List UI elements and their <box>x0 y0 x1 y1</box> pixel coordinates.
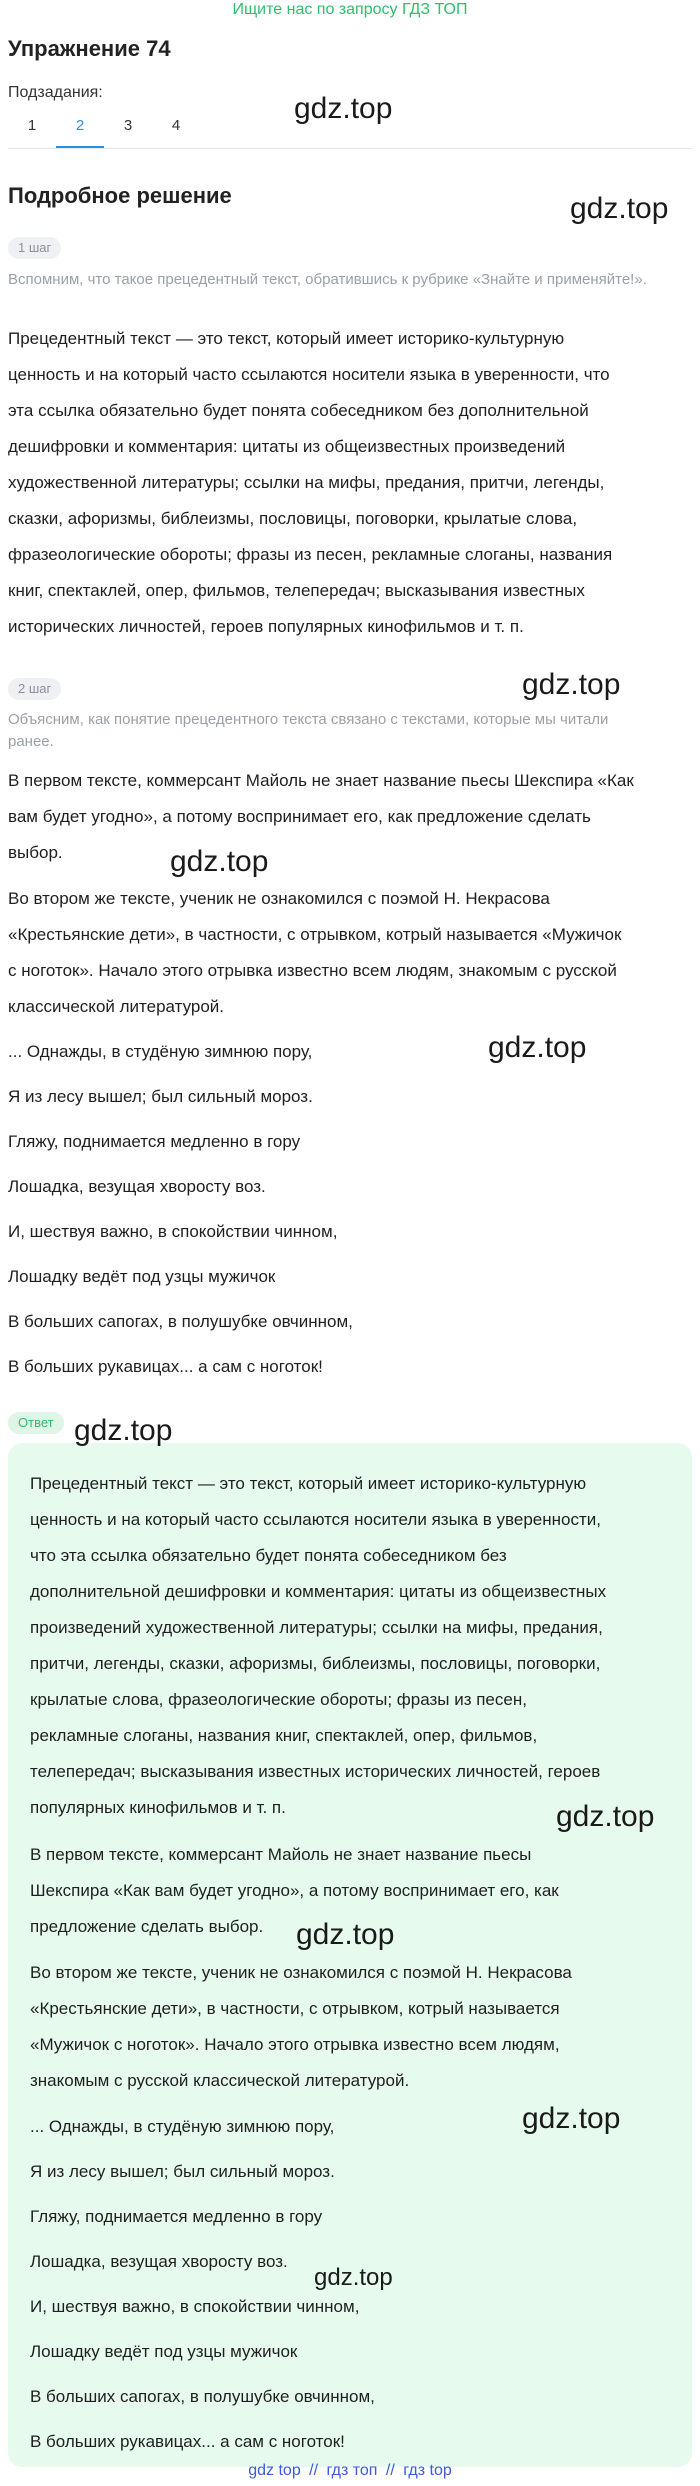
answer-line: произведений художественной литературы; ссылки на мифы, предания, <box>30 1618 603 1637</box>
text-line: исторических личностей, героев популярных кинофильмов и т. п. <box>8 617 524 636</box>
answer-line: Прецедентный текст — это текст, который имеет историко-культурную <box>30 1474 587 1493</box>
answer-poem-line: Гляжу, поднимается медленно в гору <box>30 2207 323 2226</box>
answer-line: дополнительной дешифровки и комментария: цитаты из общеизвестных <box>30 1582 607 1601</box>
watermark: gdz.top <box>570 192 669 225</box>
section-title: Подробное решение <box>8 183 232 208</box>
watermark: gdz.top <box>296 1918 395 1951</box>
text-line: выбор. <box>8 843 63 862</box>
poem-line: В больших сапогах, в полушубке овчинном, <box>8 1312 353 1331</box>
subtask-tabs <box>8 112 200 148</box>
footer-separator: // <box>309 2462 319 2479</box>
text-line: с ноготок». Начало этого отрывка известно всем людям, знакомым с русской <box>8 961 617 980</box>
answer-line: В первом тексте, коммерсант Майоль не знает название пьесы <box>30 1845 532 1864</box>
answer-poem-line: В больших сапогах, в полушубке овчинном, <box>30 2387 375 2406</box>
answer-line: популярных кинофильмов и т. п. <box>30 1798 286 1817</box>
watermark: gdz.top <box>294 92 393 125</box>
answer-line: крылатые слова, фразеологические обороты; фразы из песен, <box>30 1690 527 1709</box>
answer-badge: Ответ <box>8 1412 64 1434</box>
text-line: фразеологические обороты; фразы из песен, рекламные слоганы, названия <box>8 545 613 564</box>
poem-line: И, шествуя важно, в спокойствии чинном, <box>8 1222 338 1241</box>
tab-4[interactable]: 4 <box>171 117 181 134</box>
text-line: В первом тексте, коммерсант Майоль не знает название пьесы Шекспира «Как <box>8 771 634 790</box>
watermark: gdz.top <box>170 845 269 878</box>
search-banner: Ищите нас по запросу ГДЗ ТОП <box>232 1 468 18</box>
watermark: gdz.top <box>74 1414 173 1447</box>
watermark: gdz.top <box>556 1800 655 1833</box>
answer-poem-line: И, шествуя важно, в спокойствии чинном, <box>30 2297 360 2316</box>
answer-line: что эта ссылка обязательно будет понята собеседником без <box>30 1546 507 1565</box>
footer-separator: // <box>385 2462 395 2479</box>
answer-line: предложение сделать выбор. <box>30 1917 264 1936</box>
text-line: ценность и на который часто ссылаются носители языка в уверенности, что <box>8 365 610 384</box>
step-badge-2: 2 шаг <box>8 678 61 700</box>
poem-line: В больших рукавицах... а сам с ноготок! <box>8 1357 323 1376</box>
text-line: художественной литературы; ссылки на мифы, предания, притчи, легенды, <box>8 473 605 492</box>
answer-line: ценность и на который часто ссылаются носители языка в уверенности, <box>30 1510 601 1529</box>
answer-line: Во втором же тексте, ученик не ознакомился с поэмой Н. Некрасова <box>30 1963 572 1982</box>
poem-line: Лошадку ведёт под узцы мужичок <box>8 1267 276 1286</box>
text-line: Во втором же тексте, ученик не ознакомился с поэмой Н. Некрасова <box>8 889 550 908</box>
step-badge-1: 1 шаг <box>8 237 61 259</box>
text-line: сказки, афоризмы, библеизмы, пословицы, поговорки, крылатые слова, <box>8 509 578 528</box>
watermark: gdz.top <box>522 2102 621 2135</box>
poem-line: Гляжу, поднимается медленно в гору <box>8 1132 301 1151</box>
answer-line: Шекспира «Как вам будет угодно», а потому воспринимает его, как <box>30 1881 559 1900</box>
text-line: «Крестьянские дети», в частности, с отрывком, котрый называется «Мужичок <box>8 925 622 944</box>
text-line: эта ссылка обязательно будет понята собеседником без дополнительной <box>8 401 589 420</box>
answer-line: рекламные слоганы, названия книг, спектаклей, опер, фильмов, <box>30 1726 538 1745</box>
step-hint-2: Объясним, как понятие прецедентного текста связано с текстами, которые мы читали <box>8 711 609 728</box>
text-line: Прецедентный текст — это текст, который имеет историко-культурную <box>8 329 565 348</box>
answer-line: телепередач; высказывания известных исторических личностей, героев <box>30 1762 601 1781</box>
answer-poem-line: Лошадка, везущая хворосту воз. <box>30 2252 288 2271</box>
answer-poem-line: Лошадку ведёт под узцы мужичок <box>30 2342 298 2361</box>
footer-link[interactable]: гдз top <box>403 2462 452 2479</box>
watermark: gdz.top <box>522 668 621 701</box>
answer-line: притчи, легенды, сказки, афоризмы, библеизмы, пословицы, поговорки, <box>30 1654 601 1673</box>
footer-link[interactable]: gdz top <box>248 2462 301 2479</box>
answer-poem-line: ... Однажды, в студёную зимнюю пору, <box>30 2117 335 2136</box>
watermark: gdz.top <box>314 2264 393 2291</box>
text-line: дешифровки и комментария: цитаты из общеизвестных произведений <box>8 437 566 456</box>
divider <box>8 148 692 149</box>
subtasks-label: Подзадания: <box>8 84 103 101</box>
footer-link[interactable]: гдз топ <box>326 2462 378 2479</box>
text-line: классической литературой. <box>8 997 225 1016</box>
poem-line: ... Однажды, в студёную зимнюю пору, <box>8 1042 313 1061</box>
answer-line: «Мужичок с ноготок». Начало этого отрывка известно всем людям, <box>30 2035 560 2054</box>
text-line: книг, спектаклей, опер, фильмов, телепередач; высказывания известных <box>8 581 585 600</box>
answer-poem-line: В больших рукавицах... а сам с ноготок! <box>30 2432 345 2451</box>
step-hint-1: Вспомним, что такое прецедентный текст, обратившись к рубрике «Знайте и применяйте!». <box>8 271 647 288</box>
answer-poem-line: Я из лесу вышел; был сильный мороз. <box>30 2162 335 2181</box>
poem-line: Лошадка, везущая хворосту воз. <box>8 1177 266 1196</box>
step-hint-2b: ранее. <box>8 733 54 750</box>
answer-line: знакомым с русской классической литературой. <box>30 2071 410 2090</box>
answer-line: «Крестьянские дети», в частности, с отрывком, котрый называется <box>30 1999 560 2018</box>
tab-1[interactable]: 1 <box>27 117 37 134</box>
page-title: Упражнение 74 <box>8 36 171 61</box>
poem-line: Я из лесу вышел; был сильный мороз. <box>8 1087 313 1106</box>
tab-3[interactable]: 3 <box>123 117 133 134</box>
text-line: вам будет угодно», а потому воспринимает его, как предложение сделать <box>8 807 591 826</box>
tab-2[interactable]: 2 <box>56 112 104 148</box>
footer-links <box>0 2462 700 2480</box>
watermark: gdz.top <box>488 1031 587 1064</box>
